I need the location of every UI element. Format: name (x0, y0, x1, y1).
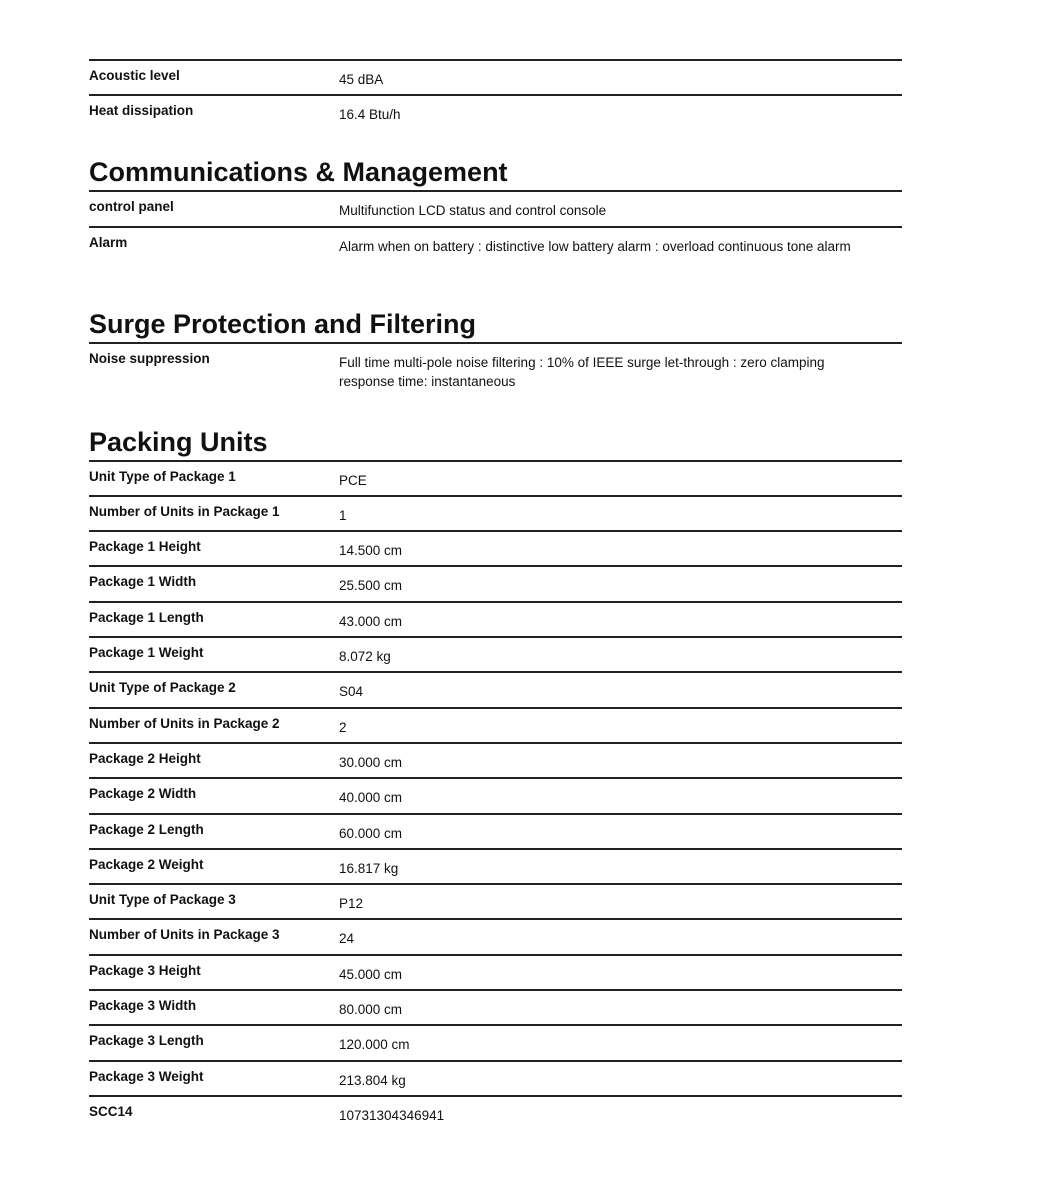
spec-document (89, 59, 902, 1130)
spec-row (89, 954, 902, 989)
spec-value: 2 (339, 719, 347, 735)
spec-row (89, 460, 902, 495)
spec-value: 24 (339, 931, 355, 947)
spec-section-communications (89, 154, 902, 281)
spec-row (89, 94, 902, 131)
spec-value: 45.000 cm (339, 966, 403, 982)
spec-label: Unit Type of Package 2 (89, 680, 236, 696)
spec-label: Number of Units in Package 3 (89, 927, 280, 943)
spec-value: PCE (339, 472, 367, 488)
spec-row (89, 671, 902, 706)
spec-label: Heat dissipation (89, 103, 194, 119)
spec-value: 14.500 cm (339, 543, 403, 559)
spec-row (89, 813, 902, 848)
spec-row (89, 742, 902, 777)
packing-units-list (89, 460, 902, 1131)
spec-label: Alarm (89, 234, 128, 250)
spec-label: Package 2 Length (89, 821, 204, 837)
spec-label: Package 1 Weight (89, 645, 204, 661)
spec-label: Package 3 Weight (89, 1068, 204, 1084)
spec-label: Package 1 Width (89, 574, 197, 590)
spec-value: 8.072 kg (339, 649, 391, 665)
spec-row (89, 342, 902, 398)
spec-value: 25.500 cm (339, 578, 403, 594)
section-title: Communications & Management (89, 157, 508, 188)
spec-value: 43.000 cm (339, 613, 403, 629)
spec-label: Package 2 Width (89, 786, 197, 802)
spec-row (89, 918, 902, 953)
spec-row (89, 1095, 902, 1130)
spec-row (89, 848, 902, 883)
spec-row (89, 777, 902, 812)
spec-value: 45 dBA (339, 72, 384, 87)
section-title: Packing Units (89, 426, 268, 457)
spec-label: Unit Type of Package 1 (89, 468, 236, 484)
spec-row (89, 1024, 902, 1059)
spec-value: Full time multi-pole noise filtering : 10% of IEEE surge let-through : zero clamping response time: instantaneous (339, 354, 825, 389)
spec-label: control panel (89, 199, 174, 215)
section-title: Surge Protection and Filtering (89, 308, 477, 339)
spec-section-environment (89, 59, 902, 131)
spec-value: Multifunction LCD status and control console (339, 203, 607, 219)
spec-value: 1 (339, 507, 347, 523)
spec-label: Package 3 Height (89, 962, 201, 978)
spec-label: Package 3 Width (89, 998, 197, 1014)
spec-row (89, 495, 902, 530)
spec-row (89, 1060, 902, 1095)
spec-value: Alarm when on battery : distinctive low battery alarm : overload continuous tone alarm (339, 238, 851, 254)
spec-row (89, 601, 902, 636)
spec-row (89, 190, 902, 225)
spec-row (89, 565, 902, 600)
spec-value: S04 (339, 684, 364, 700)
spec-label: Package 1 Length (89, 609, 204, 625)
spec-label: SCC14 (89, 1103, 133, 1119)
spec-value: 213.804 kg (339, 1072, 406, 1088)
spec-row (89, 530, 902, 565)
spec-value: 30.000 cm (339, 754, 403, 770)
spec-section-surge-protection (89, 306, 902, 398)
spec-row (89, 226, 902, 282)
spec-row (89, 636, 902, 671)
spec-row (89, 59, 902, 94)
spec-label: Package 2 Height (89, 750, 201, 766)
spec-label: Unit Type of Package 3 (89, 892, 236, 908)
spec-value: 10731304346941 (339, 1107, 445, 1123)
spec-value: P12 (339, 896, 364, 912)
spec-label: Acoustic level (89, 68, 180, 83)
spec-label: Package 1 Height (89, 539, 201, 555)
spec-label: Package 2 Weight (89, 856, 204, 872)
spec-row (89, 883, 902, 918)
spec-label: Number of Units in Package 2 (89, 715, 280, 731)
spec-row (89, 989, 902, 1024)
spec-value: 80.000 cm (339, 1002, 403, 1018)
spec-section-packing-units (89, 424, 902, 1131)
spec-label: Number of Units in Package 1 (89, 503, 280, 519)
spec-label: Package 3 Length (89, 1033, 204, 1049)
spec-value: 40.000 cm (339, 790, 403, 806)
spec-value: 16.4 Btu/h (339, 107, 401, 123)
spec-value: 120.000 cm (339, 1037, 410, 1053)
spec-label: Noise suppression (89, 350, 210, 366)
spec-value: 16.817 kg (339, 860, 399, 876)
spec-row (89, 707, 902, 742)
spec-value: 60.000 cm (339, 825, 403, 841)
